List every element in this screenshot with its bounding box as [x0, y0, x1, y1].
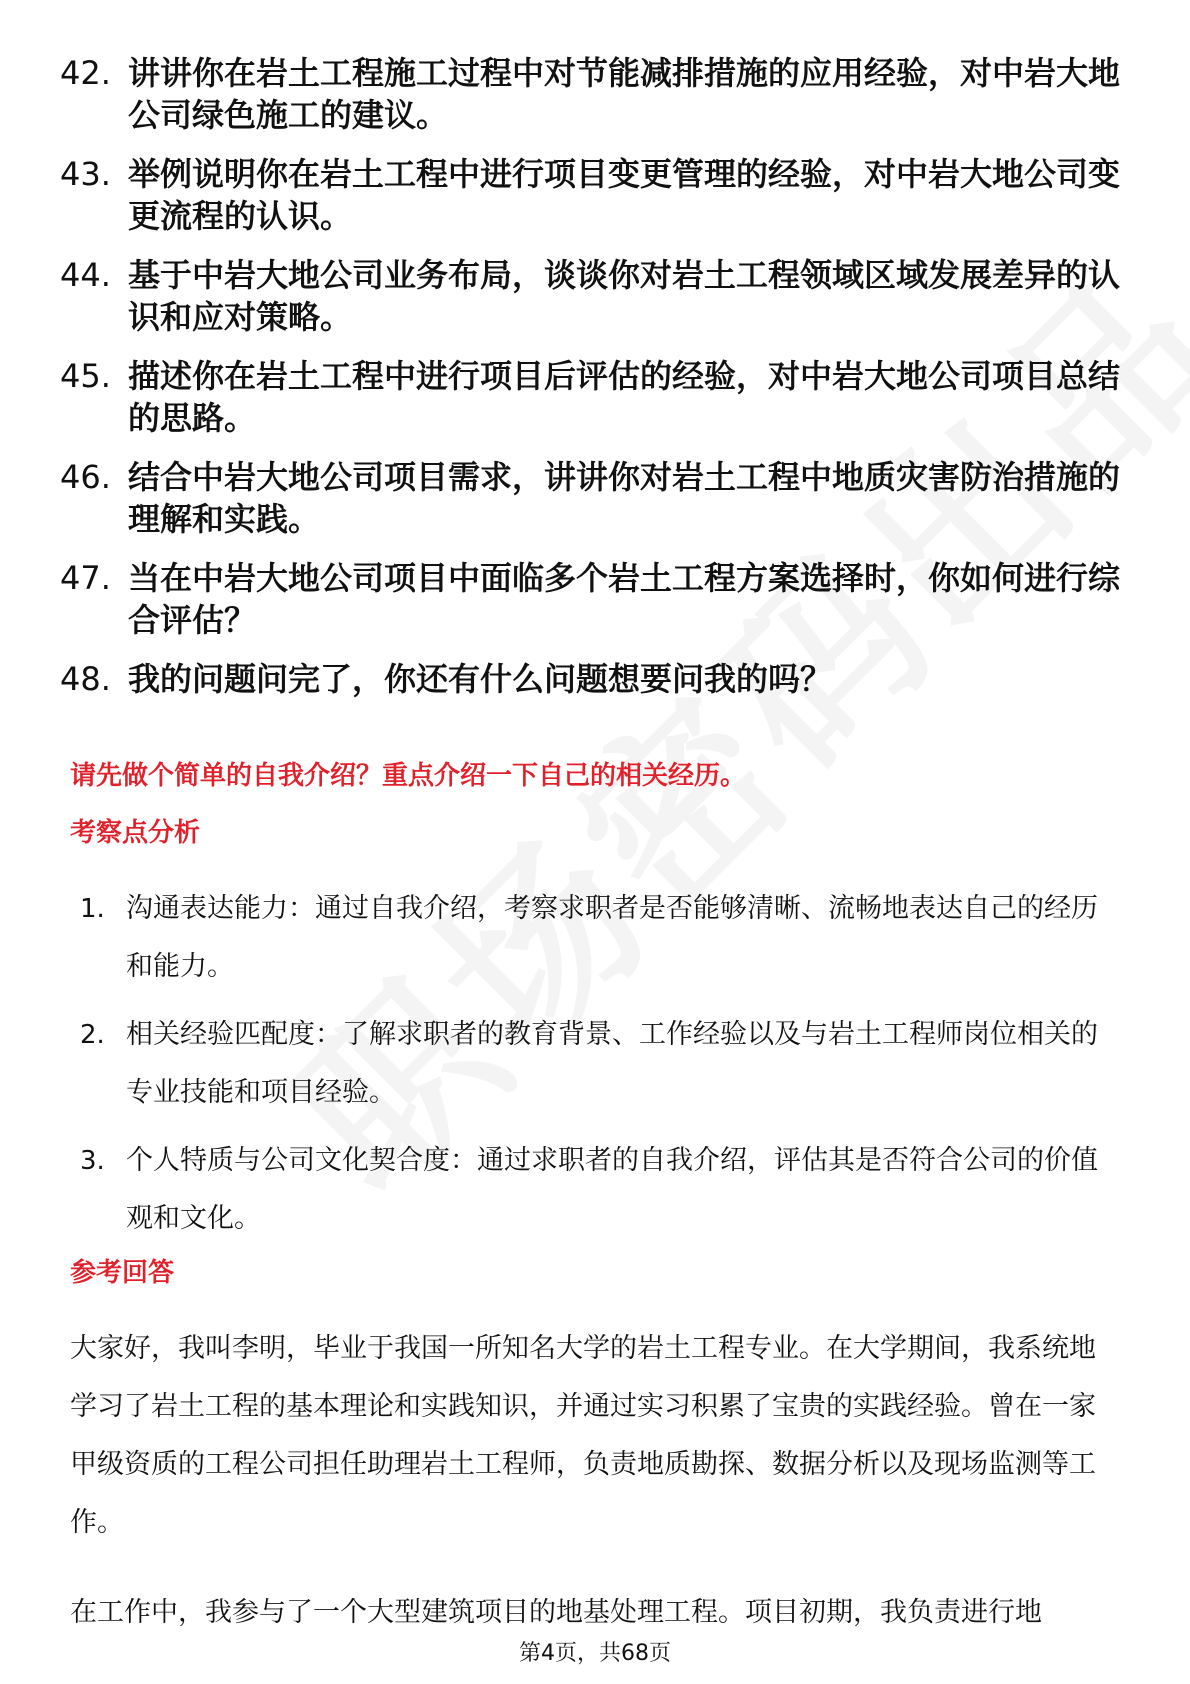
interview-question-heading: 请先做个简单的自我介绍？重点介绍一下自己的相关经历。	[70, 761, 747, 791]
question-number: 44.	[60, 256, 111, 294]
analysis-item	[80, 1132, 1120, 1248]
question-item	[60, 557, 1120, 641]
question-item	[60, 658, 1120, 700]
question-text: 举例说明你在岩土工程中进行项目变更管理的经验，对中岩大地公司变更流程的认识。	[128, 155, 1121, 235]
question-text: 基于中岩大地公司业务布局，谈谈你对岩土工程领域区域发展差异的认识和应对策略。	[128, 256, 1121, 336]
analysis-item	[80, 880, 1120, 996]
question-number: 47.	[60, 559, 111, 597]
question-number: 46.	[60, 458, 111, 496]
page-footer: 第4页，共68页	[519, 1641, 671, 1666]
question-list	[60, 52, 1120, 717]
analysis-text: 个人特质与公司文化契合度：通过求职者的自我介绍，评估其是否符合公司的价值观和文化。	[126, 1145, 1098, 1234]
question-number: 43.	[60, 155, 111, 193]
question-item	[60, 254, 1120, 338]
analysis-number: 2.	[80, 1020, 105, 1050]
analysis-list	[80, 880, 1120, 1258]
analysis-number: 1.	[80, 894, 105, 924]
question-item	[60, 153, 1120, 237]
answer-paragraph: 在工作中，我参与了一个大型建筑项目的地基处理工程。项目初期，我负责进行地	[70, 1597, 1042, 1628]
question-text: 结合中岩大地公司项目需求，讲讲你对岩土工程中地质灾害防治措施的理解和实践。	[128, 458, 1121, 538]
question-text: 当在中岩大地公司项目中面临多个岩土工程方案选择时，你如何进行综合评估？	[128, 559, 1121, 639]
question-number: 42.	[60, 54, 111, 92]
question-number: 45.	[60, 357, 111, 395]
answer-paragraph: 大家好，我叫李明，毕业于我国一所知名大学的岩土工程专业。在大学期间，我系统地学习了岩土工程的基本理论和实践知识，并通过实习积累了宝贵的实践经验。曾在一家甲级资质的工程公司担任助理岩土工程师，负责地质勘探、数据分析以及现场监测等工作。	[70, 1333, 1096, 1538]
question-item	[60, 456, 1120, 540]
analysis-number: 3.	[80, 1146, 105, 1176]
reference-answer-heading: 参考回答	[70, 1258, 175, 1288]
analysis-item	[80, 1006, 1120, 1122]
question-item	[60, 52, 1120, 136]
question-text: 我的问题问完了，你还有什么问题想要问我的吗？	[128, 660, 833, 698]
question-text: 描述你在岩土工程中进行项目后评估的经验，对中岩大地公司项目总结的思路。	[128, 357, 1121, 437]
question-text: 讲讲你在岩土工程施工过程中对节能减排措施的应用经验，对中岩大地公司绿色施工的建议。	[128, 54, 1121, 134]
analysis-heading: 考察点分析	[70, 818, 201, 848]
question-number: 48.	[60, 660, 111, 698]
analysis-text: 沟通表达能力：通过自我介绍，考察求职者是否能够清晰、流畅地表达自己的经历和能力。	[126, 893, 1098, 982]
analysis-text: 相关经验匹配度：了解求职者的教育背景、工作经验以及与岩土工程师岗位相关的专业技能和项目经验。	[126, 1019, 1098, 1108]
question-item	[60, 355, 1120, 439]
